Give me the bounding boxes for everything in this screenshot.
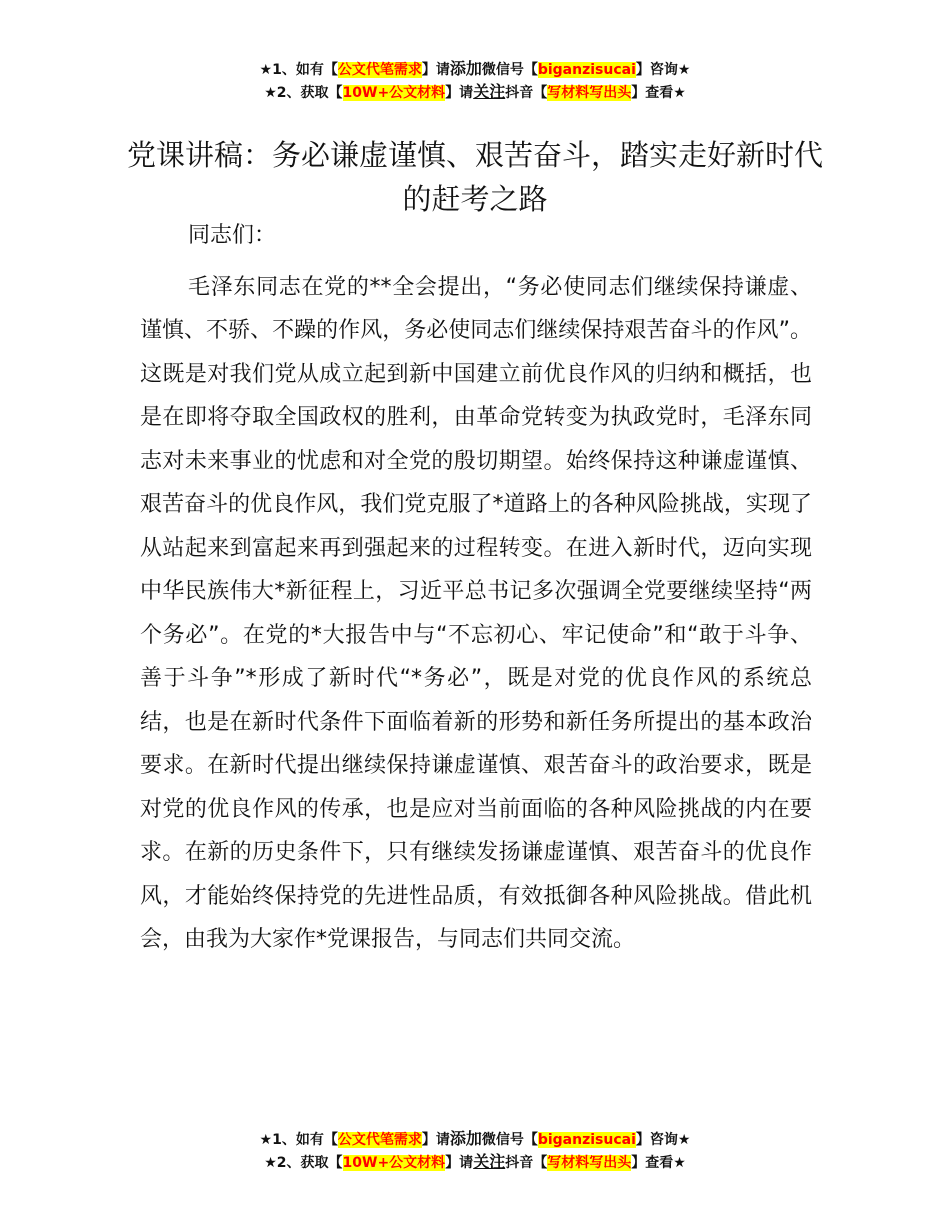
document-title: 党课讲稿：务必谦虚谨慎、艰苦奋斗，踏实走好新时代的赶考之路 (126, 138, 823, 217)
promo-line-1 (0, 58, 950, 81)
promo-text: 】咨询★ (635, 1132, 691, 1148)
footer-promo-banner (0, 1128, 950, 1174)
promo-text: 】请 (421, 62, 450, 78)
promo-text: 】请 (421, 1132, 450, 1148)
promo-text: ★1、如有【 (259, 1132, 338, 1148)
promo-text: 微信号【 (481, 1132, 538, 1148)
promo-highlight: 10W+公文材料 (342, 85, 446, 101)
promo-text: 】咨询★ (635, 62, 691, 78)
promo-line-2 (0, 1151, 950, 1174)
promo-text: ★2、获取【 (264, 85, 343, 101)
promo-douyin-id: 写材料写出头 (547, 85, 632, 101)
promo-wechat-id: biganzisucai (537, 1132, 636, 1148)
promo-text: 抖音【 (505, 1155, 548, 1171)
paragraph: 毛泽东同志在党的**全会提出，“务必使同志们继续保持谦虚、谨慎、不骄、不躁的作风，务必使同志们继续保持艰苦奋斗的作风”。这既是对我们党从成立起到新中国建立前优良作风的归纳和概括，也是在即将夺取全国政权的胜利，由革命党转变为执政党时，毛泽东同志对未来事业的忧虑和对全党的殷切期望。始终保持这种谦虚谨慎、艰苦奋斗的优良作风，我们党克服了*道路上的各种风险挑战，实现了从站起来到富起来再到强起来的过程转变。在进入新时代，迈向实现中华民族伟大*新征程上，习近平总书记多次强调全党要继续坚持“两个务必”。在党的*大报告中与“不忘初心、牢记使命”和“敢于斗争、善于斗争”*形成了新时代“*务必”，既是对党的优良作风的系统总结，也是在新时代条件下面临着新的形势和新任务所提出的基本政治要求。在新时代提出继续保持谦虚谨慎、艰苦奋斗的政治要求，既是对党的优良作风的传承，也是应对当前面临的各种风险挑战的内在要求。在新的历史条件下，只有继续发扬谦虚谨慎、艰苦奋斗的优良作风，才能始终保持党的先进性品质，有效抵御各种风险挑战。借此机会，由我为大家作*党课报告，与同志们共同交流。 (140, 274, 812, 952)
promo-highlight: 公文代笔需求 (337, 1132, 422, 1148)
promo-emphasis: 关注 (473, 1152, 506, 1171)
promo-line-2 (0, 81, 950, 104)
promo-highlight: 公文代笔需求 (337, 62, 422, 78)
promo-text: 】请 (445, 85, 474, 101)
salutation: 同志们： (188, 223, 277, 248)
promo-emphasis: 添加 (449, 1129, 482, 1148)
promo-highlight: 10W+公文材料 (342, 1155, 446, 1171)
promo-line-1 (0, 1128, 950, 1151)
promo-wechat-id: biganzisucai (537, 62, 636, 78)
promo-emphasis: 添加 (449, 59, 482, 78)
promo-text: 抖音【 (505, 85, 548, 101)
promo-emphasis: 关注 (473, 82, 506, 101)
header-promo-banner (0, 58, 950, 104)
promo-text: 微信号【 (481, 62, 538, 78)
promo-text: ★1、如有【 (259, 62, 338, 78)
promo-text: 】查看★ (631, 85, 686, 101)
promo-text: 】请 (445, 1155, 474, 1171)
promo-douyin-id: 写材料写出头 (547, 1155, 632, 1171)
promo-text: ★2、获取【 (264, 1155, 343, 1171)
document-body (140, 214, 812, 962)
promo-text: 】查看★ (631, 1155, 686, 1171)
